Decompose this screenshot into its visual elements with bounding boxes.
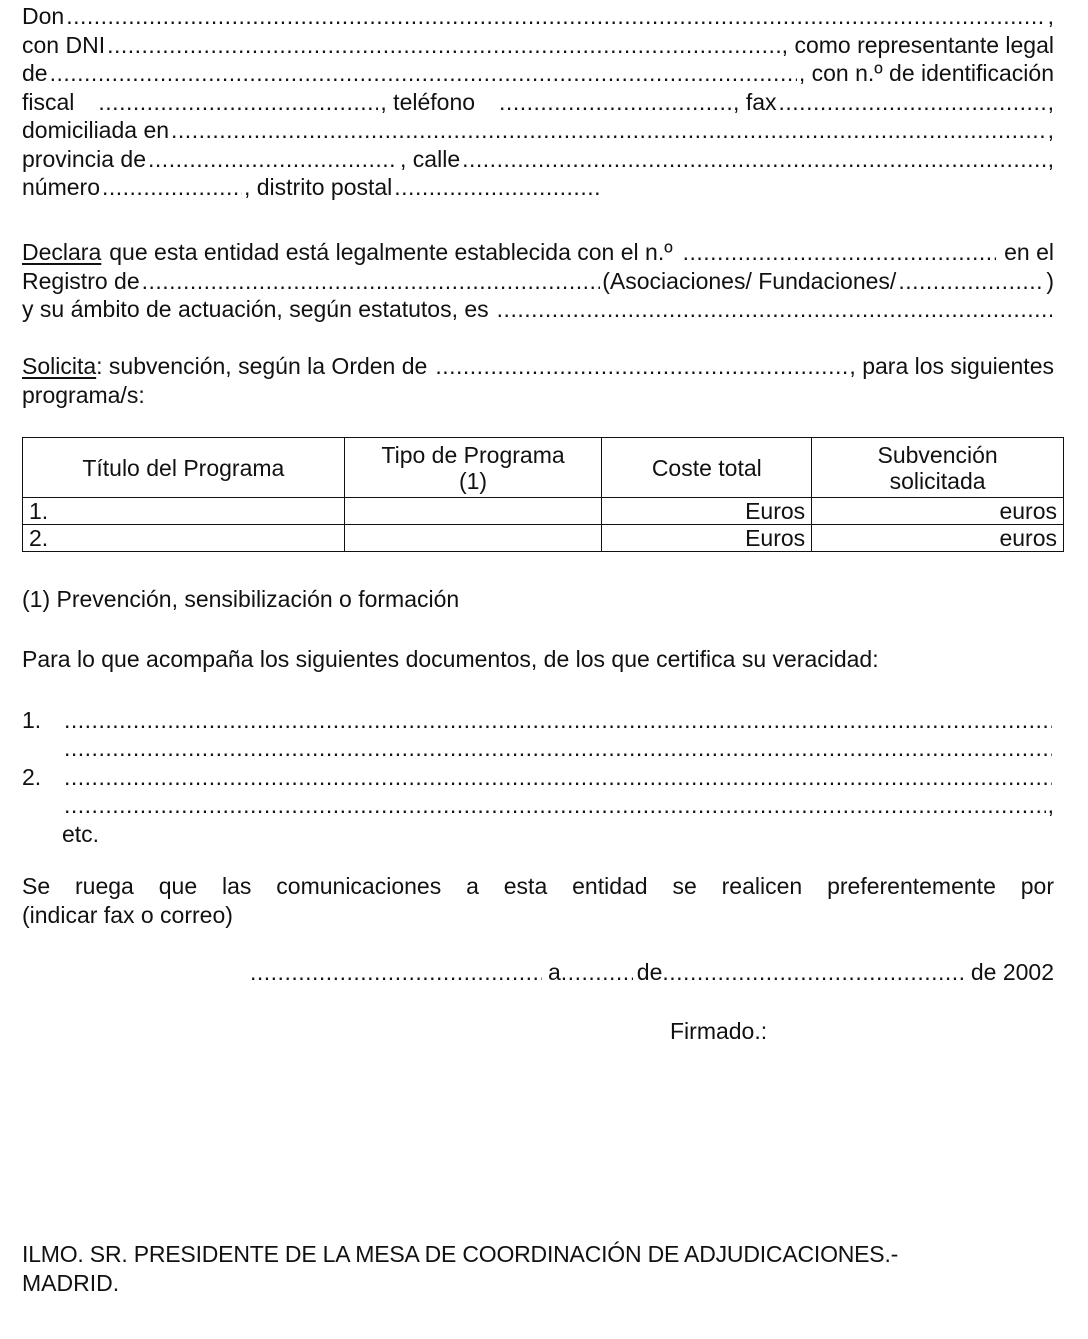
label-representante: , como representante legal [781, 31, 1054, 58]
comma: , [1047, 88, 1054, 115]
header-subv-line1: Subvención [877, 441, 998, 468]
programs-table [22, 437, 1064, 552]
destinatario-line-1: ILMO. SR. PRESIDENTE DE LA MESA DE COORDINACIÓN DE ADJUDICACIONES.- [22, 1241, 899, 1267]
declara-line-1 [22, 238, 1054, 267]
fecha-a: a [548, 959, 561, 985]
fill-documento-2b[interactable] [64, 791, 1046, 820]
line-don [22, 2, 1054, 31]
row-2-subvencion[interactable]: euros [812, 525, 1064, 552]
fill-documento-1a[interactable] [64, 706, 1052, 735]
solicita-text-2: , para los siguientes [849, 353, 1054, 379]
fecha-year: de 2002 [970, 959, 1054, 985]
row-2-coste[interactable]: Euros [602, 525, 812, 552]
label-fiscal: fiscal [22, 88, 75, 115]
footnote [22, 585, 459, 614]
table-row [23, 498, 1064, 525]
documentos-block [22, 645, 1054, 848]
etc-text: etc. [62, 820, 100, 847]
fill-orden[interactable] [435, 352, 847, 381]
fill-otro-tipo[interactable] [898, 267, 1044, 296]
label-telefono: , teléfono [380, 88, 476, 115]
solicita-line-1 [22, 352, 1054, 381]
fill-documento-1b[interactable] [64, 734, 1052, 763]
documentos-intro [22, 645, 1054, 674]
label-domiciliada: domiciliada en [22, 117, 170, 143]
declara-line-2 [22, 267, 1054, 296]
fill-entidad[interactable] [50, 59, 797, 88]
row-1-coste[interactable]: Euros [602, 498, 812, 525]
documento-2-line-2 [22, 791, 1054, 820]
header-titulo: Título del Programa [23, 438, 345, 498]
comma: , [1047, 117, 1054, 143]
label-identificacion: , con n.º de identificación [798, 60, 1054, 86]
footnote-text: (1) Prevención, sensibilización o formación [22, 586, 460, 612]
line-numero [22, 173, 1054, 202]
fill-don[interactable] [66, 2, 1045, 31]
comunicaciones-block [22, 872, 1054, 929]
firmado-line [670, 1017, 767, 1046]
fill-domicilio[interactable] [171, 116, 1046, 145]
fill-dia[interactable] [561, 958, 633, 987]
fill-numero[interactable] [102, 173, 242, 202]
documento-1-line-1 [22, 706, 1054, 735]
fill-registro[interactable] [142, 267, 601, 296]
fill-documento-2a[interactable] [64, 763, 1052, 792]
header-tipo [344, 438, 602, 498]
row-2-tipo[interactable] [344, 525, 602, 552]
label-con-dni: con DNI [22, 31, 106, 58]
fill-lugar[interactable] [250, 958, 542, 987]
comunicaciones-line-1: Se ruega que las comunicaciones a esta entidad se realicen preferentemente por [22, 873, 1054, 899]
comunicaciones-line-2: (indicar fax o correo) [22, 901, 233, 928]
label-provincia: provincia de [22, 145, 147, 172]
fill-dni[interactable] [107, 31, 780, 60]
solicita-block [22, 352, 1054, 409]
documentos-etc [22, 820, 1054, 849]
declara-text-1: que esta entidad está legalmente establecida con el n.º [109, 239, 673, 265]
firmado-text: Firmado.: [670, 1018, 768, 1044]
solicita-text-1: : subvención, según la Orden de [96, 353, 428, 379]
fecha-de: de [636, 959, 663, 985]
destinatario-block [22, 1240, 1062, 1297]
solicita-keyword: Solicita [22, 353, 97, 379]
label-numero: número [22, 174, 100, 200]
row-2-titulo[interactable]: 2. [23, 525, 345, 552]
documento-1-num: 1. [22, 706, 42, 733]
row-1-titulo[interactable]: 1. [23, 498, 345, 525]
comma: , [1047, 145, 1054, 172]
line-domicilio [22, 116, 1054, 145]
row-1-tipo[interactable] [344, 498, 602, 525]
fecha-line [248, 958, 1054, 987]
declara-registro: Registro de [22, 267, 140, 294]
header-tipo-line1: Tipo de Programa [381, 441, 565, 468]
declara-block [22, 238, 1054, 324]
label-de: de [22, 60, 48, 86]
documento-2-num: 2. [22, 763, 42, 790]
line-fiscal [22, 88, 1054, 117]
label-calle: , calle [400, 145, 461, 172]
line-entidad [22, 59, 1054, 88]
documento-2-line-1 [22, 763, 1054, 792]
fill-registro-num[interactable] [683, 238, 997, 267]
header-subvencion [812, 438, 1064, 498]
line-dni [22, 31, 1054, 60]
table-header-row [23, 438, 1064, 498]
line-provincia [22, 145, 1054, 174]
comma: , [1047, 3, 1054, 29]
fill-ambito[interactable] [497, 295, 1052, 324]
label-distrito: , distrito postal [243, 174, 393, 200]
declara-line-3 [22, 295, 1054, 324]
header-tipo-line2: (1) [458, 467, 488, 494]
fill-telefono[interactable] [499, 88, 731, 117]
declara-tipos: (Asociaciones/ Fundaciones/ [602, 267, 897, 294]
header-coste: Coste total [602, 438, 812, 498]
header-subv-line2: solicitada [889, 467, 986, 494]
label-don: Don [22, 3, 65, 29]
fill-fax[interactable] [779, 88, 1046, 117]
fill-provincia[interactable] [148, 145, 398, 174]
row-1-subvencion[interactable]: euros [812, 498, 1064, 525]
fill-distrito[interactable] [394, 173, 600, 202]
fill-calle[interactable] [462, 145, 1045, 174]
destinatario-line-2: MADRID. [22, 1269, 120, 1296]
identification-block [22, 2, 1054, 202]
declara-keyword: Declara [22, 239, 102, 265]
label-fax: , fax [733, 88, 777, 115]
declara-close: ) [1046, 267, 1054, 294]
comma: , [1047, 792, 1054, 818]
table-row [23, 525, 1064, 552]
documentos-intro-text: Para lo que acompaña los siguientes documentos, de los que certifica su veracidad: [22, 646, 879, 672]
solicita-programas: programa/s: [22, 381, 145, 408]
declara-en-el: en el [1004, 239, 1054, 265]
declara-ambito: y su ámbito de actuación, según estatutos, es [22, 296, 489, 322]
fill-mes[interactable] [662, 958, 966, 987]
fill-nif[interactable] [98, 88, 378, 117]
solicita-line-2 [22, 381, 1054, 410]
documento-1-line-2 [22, 734, 1054, 763]
